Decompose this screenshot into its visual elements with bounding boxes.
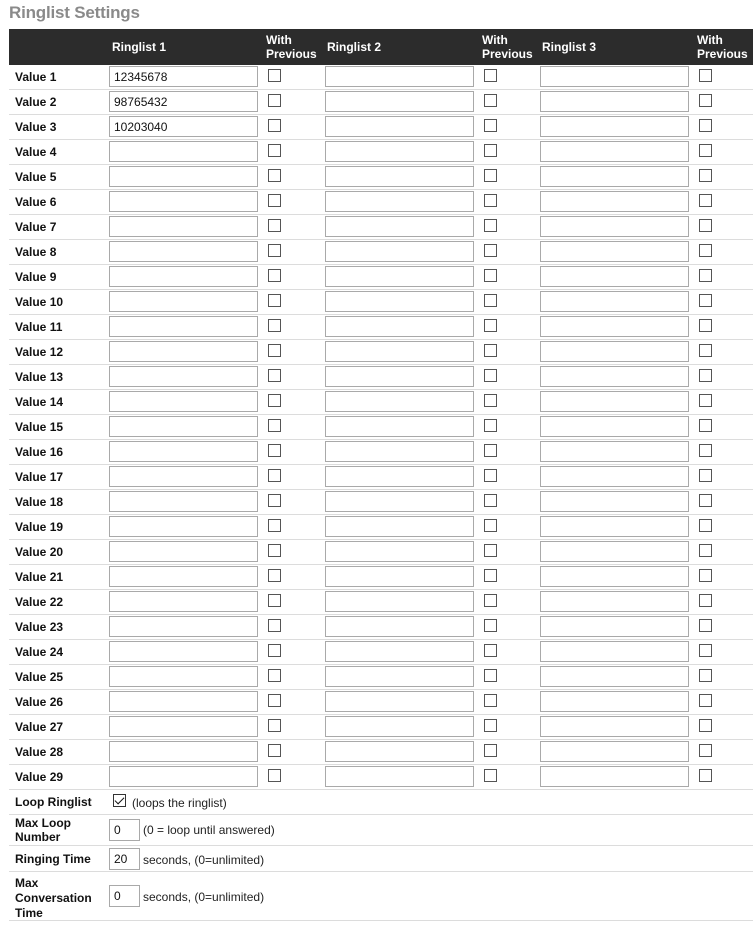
with-previous-2-checkbox[interactable] xyxy=(484,369,497,382)
ringlist-3-input[interactable] xyxy=(540,116,689,137)
with-previous-2-checkbox[interactable] xyxy=(484,619,497,632)
with-previous-2-checkbox[interactable] xyxy=(484,144,497,157)
with-previous-3-checkbox[interactable] xyxy=(699,444,712,457)
with-previous-1-checkbox[interactable] xyxy=(268,544,281,557)
with-previous-3-checkbox[interactable] xyxy=(699,144,712,157)
ringlist-3-input[interactable] xyxy=(540,766,689,787)
with-previous-1-checkbox[interactable] xyxy=(268,94,281,107)
row-label: Value 4 xyxy=(15,145,57,159)
ringlist-3-input[interactable] xyxy=(540,616,689,637)
ringlist-3-input[interactable] xyxy=(540,66,689,87)
row-label: Value 7 xyxy=(15,220,57,234)
max-conversation-label-line3: Time xyxy=(15,906,43,920)
loop-ringlist-row xyxy=(9,790,753,815)
ringlist-2-input[interactable] xyxy=(325,91,474,112)
table-row xyxy=(9,265,753,290)
with-previous-2-checkbox[interactable] xyxy=(484,319,497,332)
table-row xyxy=(9,690,753,715)
table-row xyxy=(9,565,753,590)
with-previous-1-checkbox[interactable] xyxy=(268,319,281,332)
ringlist-3-input[interactable] xyxy=(540,566,689,587)
with-previous-1-checkbox[interactable] xyxy=(268,419,281,432)
row-label: Value 1 xyxy=(15,70,57,84)
max-loop-label-line1: Max Loop xyxy=(15,816,71,830)
ringlist-1-input[interactable] xyxy=(109,516,258,537)
with-previous-1-checkbox[interactable] xyxy=(268,469,281,482)
with-previous-2-checkbox[interactable] xyxy=(484,344,497,357)
ringlist-2-input[interactable] xyxy=(325,616,474,637)
with-previous-3-checkbox[interactable] xyxy=(699,594,712,607)
with-previous-3-checkbox[interactable] xyxy=(699,644,712,657)
ringlist-3-input[interactable] xyxy=(540,141,689,162)
ringlist-2-input[interactable] xyxy=(325,741,474,762)
ringlist-3-input[interactable] xyxy=(540,291,689,312)
row-label: Value 9 xyxy=(15,270,57,284)
ringlist-3-input[interactable] xyxy=(540,366,689,387)
with-previous-2-checkbox[interactable] xyxy=(484,294,497,307)
with-previous-1-checkbox[interactable] xyxy=(268,369,281,382)
loop-ringlist-note: (loops the ringlist) xyxy=(132,796,227,810)
with-previous-2-checkbox[interactable] xyxy=(484,469,497,482)
with-previous-1-checkbox[interactable] xyxy=(268,669,281,682)
with-previous-1-checkbox[interactable] xyxy=(268,494,281,507)
row-label: Value 8 xyxy=(15,245,57,259)
col-ringlist-3: Ringlist 3 xyxy=(542,40,597,54)
row-label: Value 25 xyxy=(15,670,64,684)
with-previous-2-checkbox[interactable] xyxy=(484,194,497,207)
ringing-time-label: Ringing Time xyxy=(15,852,91,866)
row-label: Value 2 xyxy=(15,95,57,109)
row-label: Value 15 xyxy=(15,420,64,434)
row-label: Value 24 xyxy=(15,645,64,659)
with-previous-1-checkbox[interactable] xyxy=(268,269,281,282)
ringlist-2-input[interactable] xyxy=(325,316,474,337)
max-conversation-label-line2: Conversation xyxy=(15,891,92,905)
row-label: Value 27 xyxy=(15,720,64,734)
with-previous-1-checkbox[interactable] xyxy=(268,594,281,607)
ringlist-2-input[interactable] xyxy=(325,141,474,162)
ringlist-1-input[interactable] xyxy=(109,466,258,487)
with-previous-3-checkbox[interactable] xyxy=(699,119,712,132)
table-row xyxy=(9,640,753,665)
ringlist-3-input[interactable] xyxy=(540,466,689,487)
with-previous-1-checkbox[interactable] xyxy=(268,444,281,457)
ringlist-2-input[interactable] xyxy=(325,491,474,512)
loop-ringlist-label: Loop Ringlist xyxy=(15,795,92,809)
ringlist-2-input[interactable] xyxy=(325,541,474,562)
with-previous-2-checkbox[interactable] xyxy=(484,394,497,407)
ringlist-2-input[interactable] xyxy=(325,716,474,737)
table-row xyxy=(9,440,753,465)
ringlist-2-input[interactable] xyxy=(325,241,474,262)
ringlist-2-input[interactable] xyxy=(325,366,474,387)
ringlist-3-input[interactable] xyxy=(540,641,689,662)
ringlist-1-input[interactable] xyxy=(109,316,258,337)
ringlist-2-input[interactable] xyxy=(325,291,474,312)
table-header xyxy=(9,29,753,65)
table-row xyxy=(9,765,753,790)
row-label: Value 5 xyxy=(15,170,57,184)
ringlist-3-input[interactable] xyxy=(540,591,689,612)
with-previous-1-checkbox[interactable] xyxy=(268,619,281,632)
with-previous-1-checkbox[interactable] xyxy=(268,744,281,757)
max-conversation-input[interactable] xyxy=(109,885,140,907)
row-label: Value 26 xyxy=(15,695,64,709)
with-previous-1-checkbox[interactable] xyxy=(268,519,281,532)
with-previous-1-checkbox[interactable] xyxy=(268,569,281,582)
row-label: Value 22 xyxy=(15,595,64,609)
table-row xyxy=(9,540,753,565)
with-previous-2-checkbox[interactable] xyxy=(484,644,497,657)
with-previous-3-checkbox[interactable] xyxy=(699,294,712,307)
ringlist-1-input[interactable] xyxy=(109,266,258,287)
with-previous-2-checkbox[interactable] xyxy=(484,419,497,432)
row-label: Value 6 xyxy=(15,195,57,209)
ringlist-3-input[interactable] xyxy=(540,391,689,412)
ringlist-1-input[interactable] xyxy=(109,341,258,362)
with-previous-1-checkbox[interactable] xyxy=(268,719,281,732)
table-row xyxy=(9,515,753,540)
table-row xyxy=(9,240,753,265)
table-row xyxy=(9,665,753,690)
table-row xyxy=(9,140,753,165)
ringlist-2-input[interactable] xyxy=(325,166,474,187)
table-row xyxy=(9,115,753,140)
ringlist-1-input[interactable] xyxy=(109,491,258,512)
ringlist-1-input[interactable] xyxy=(109,141,258,162)
with-previous-1-checkbox[interactable] xyxy=(268,244,281,257)
with-text: With Previous xyxy=(482,33,533,61)
ringlist-3-input[interactable] xyxy=(540,491,689,512)
with-previous-2-checkbox[interactable] xyxy=(484,569,497,582)
ringlist-1-input[interactable] xyxy=(109,641,258,662)
with-previous-2-checkbox[interactable] xyxy=(484,494,497,507)
ringlist-3-input[interactable] xyxy=(540,316,689,337)
col-ringlist-1: Ringlist 1 xyxy=(112,40,167,54)
max-conversation-note: seconds, (0=unlimited) xyxy=(143,890,265,904)
ringlist-1-input[interactable] xyxy=(109,541,258,562)
with-previous-1-checkbox[interactable] xyxy=(268,219,281,232)
ringlist-2-input[interactable] xyxy=(325,391,474,412)
with-previous-3-checkbox[interactable] xyxy=(699,94,712,107)
ringlist-3-input[interactable] xyxy=(540,516,689,537)
with-previous-3-checkbox[interactable] xyxy=(699,169,712,182)
table-row xyxy=(9,190,753,215)
ringing-time-row xyxy=(9,846,753,872)
with-previous-3-checkbox[interactable] xyxy=(699,569,712,582)
loop-ringlist-checkbox[interactable] xyxy=(113,794,126,807)
with-previous-1-checkbox[interactable] xyxy=(268,694,281,707)
with-previous-3-checkbox[interactable] xyxy=(699,319,712,332)
with-previous-3-checkbox[interactable] xyxy=(699,494,712,507)
ringlist-2-input[interactable] xyxy=(325,641,474,662)
ringlist-2-input[interactable] xyxy=(325,466,474,487)
ringlist-2-input[interactable] xyxy=(325,666,474,687)
ringlist-2-input[interactable] xyxy=(325,591,474,612)
ringlist-3-input[interactable] xyxy=(540,166,689,187)
ringlist-1-input[interactable] xyxy=(109,366,258,387)
ringlist-2-input[interactable] xyxy=(325,766,474,787)
ringlist-2-input[interactable] xyxy=(325,116,474,137)
with-previous-3-checkbox[interactable] xyxy=(699,269,712,282)
row-label: Value 14 xyxy=(15,395,64,409)
ringlist-3-input[interactable] xyxy=(540,741,689,762)
ringlist-3-input[interactable] xyxy=(540,191,689,212)
with-previous-1-checkbox[interactable] xyxy=(268,394,281,407)
ringlist-2-input[interactable] xyxy=(325,566,474,587)
ringlist-2-input[interactable] xyxy=(325,66,474,87)
with-previous-1-checkbox[interactable] xyxy=(268,194,281,207)
row-label: Value 21 xyxy=(15,570,64,584)
with-previous-3-checkbox[interactable] xyxy=(699,519,712,532)
with-previous-3-checkbox[interactable] xyxy=(699,619,712,632)
with-previous-2-checkbox[interactable] xyxy=(484,669,497,682)
with-previous-2-checkbox[interactable] xyxy=(484,219,497,232)
ringlist-2-input[interactable] xyxy=(325,191,474,212)
with-previous-2-checkbox[interactable] xyxy=(484,444,497,457)
with-previous-3-checkbox[interactable] xyxy=(699,469,712,482)
row-label: Value 20 xyxy=(15,545,64,559)
row-label: Value 17 xyxy=(15,470,64,484)
with-previous-1-checkbox[interactable] xyxy=(268,769,281,782)
with-previous-3-checkbox[interactable] xyxy=(699,719,712,732)
with-text: With Previous xyxy=(697,33,748,61)
with-previous-3-checkbox[interactable] xyxy=(699,69,712,82)
max-loop-row xyxy=(9,815,753,846)
ringlist-1-input[interactable] xyxy=(109,691,258,712)
ringlist-3-input[interactable] xyxy=(540,341,689,362)
max-loop-label xyxy=(15,816,71,844)
with-previous-2-checkbox[interactable] xyxy=(484,119,497,132)
with-previous-3-checkbox[interactable] xyxy=(699,694,712,707)
with-previous-2-checkbox[interactable] xyxy=(484,94,497,107)
max-conversation-label xyxy=(15,876,92,921)
with-previous-2-checkbox[interactable] xyxy=(484,544,497,557)
ringlist-1-input[interactable] xyxy=(109,666,258,687)
ringlist-1-input[interactable] xyxy=(109,741,258,762)
ringing-time-input[interactable] xyxy=(109,848,140,870)
ringlist-1-input[interactable] xyxy=(109,116,258,137)
table-row xyxy=(9,90,753,115)
with-previous-1-checkbox[interactable] xyxy=(268,169,281,182)
table-row xyxy=(9,315,753,340)
table-row xyxy=(9,215,753,240)
ringlist-1-input[interactable] xyxy=(109,416,258,437)
table-row xyxy=(9,715,753,740)
row-label: Value 11 xyxy=(15,320,63,334)
with-previous-2-checkbox[interactable] xyxy=(484,69,497,82)
table-row xyxy=(9,740,753,765)
page-title: Ringlist Settings xyxy=(9,3,140,22)
with-previous-3-checkbox[interactable] xyxy=(699,344,712,357)
ringlist-3-input[interactable] xyxy=(540,666,689,687)
ringlist-1-input[interactable] xyxy=(109,216,258,237)
with-previous-3-checkbox[interactable] xyxy=(699,744,712,757)
with-previous-1-checkbox[interactable] xyxy=(268,344,281,357)
ringlist-1-input[interactable] xyxy=(109,616,258,637)
row-label: Value 3 xyxy=(15,120,57,134)
ringlist-3-input[interactable] xyxy=(540,266,689,287)
with-previous-2-checkbox[interactable] xyxy=(484,769,497,782)
ringlist-2-input[interactable] xyxy=(325,266,474,287)
ringlist-1-input[interactable] xyxy=(109,391,258,412)
ringlist-1-input[interactable] xyxy=(109,66,258,87)
max-conversation-row xyxy=(9,872,753,921)
with-previous-3-checkbox[interactable] xyxy=(699,769,712,782)
ringlist-1-input[interactable] xyxy=(109,166,258,187)
with-previous-1-checkbox[interactable] xyxy=(268,144,281,157)
col-ringlist-2: Ringlist 2 xyxy=(327,40,382,54)
table-row xyxy=(9,65,753,90)
ringlist-3-input[interactable] xyxy=(540,91,689,112)
ringlist-1-input[interactable] xyxy=(109,191,258,212)
max-loop-label-line2: Number xyxy=(15,830,61,844)
with-previous-3-checkbox[interactable] xyxy=(699,669,712,682)
table-row xyxy=(9,290,753,315)
with-previous-3-checkbox[interactable] xyxy=(699,219,712,232)
ringlist-1-input[interactable] xyxy=(109,441,258,462)
ringlist-2-input[interactable] xyxy=(325,516,474,537)
with-previous-2-checkbox[interactable] xyxy=(484,694,497,707)
with-previous-1-checkbox[interactable] xyxy=(268,644,281,657)
ringlist-1-input[interactable] xyxy=(109,91,258,112)
ringlist-1-input[interactable] xyxy=(109,241,258,262)
with-previous-3-checkbox[interactable] xyxy=(699,244,712,257)
table-row xyxy=(9,415,753,440)
with-previous-2-checkbox[interactable] xyxy=(484,719,497,732)
row-label: Value 28 xyxy=(15,745,64,759)
ringlist-2-input[interactable] xyxy=(325,341,474,362)
with-previous-3-checkbox[interactable] xyxy=(699,194,712,207)
row-label: Value 12 xyxy=(15,345,64,359)
ringlist-3-input[interactable] xyxy=(540,241,689,262)
col-with-previous-3 xyxy=(697,33,748,61)
ringlist-3-input[interactable] xyxy=(540,216,689,237)
row-label: Value 19 xyxy=(15,520,64,534)
row-label: Value 10 xyxy=(15,295,64,309)
with-previous-2-checkbox[interactable] xyxy=(484,169,497,182)
with-previous-3-checkbox[interactable] xyxy=(699,419,712,432)
max-loop-note: (0 = loop until answered) xyxy=(143,823,275,837)
with-previous-3-checkbox[interactable] xyxy=(699,369,712,382)
with-previous-2-checkbox[interactable] xyxy=(484,244,497,257)
ringlist-1-input[interactable] xyxy=(109,716,258,737)
ringlist-2-input[interactable] xyxy=(325,691,474,712)
with-previous-1-checkbox[interactable] xyxy=(268,294,281,307)
table-row xyxy=(9,465,753,490)
table-row xyxy=(9,390,753,415)
table-row xyxy=(9,165,753,190)
ringlist-2-input[interactable] xyxy=(325,441,474,462)
with-previous-2-checkbox[interactable] xyxy=(484,594,497,607)
ringlist-3-input[interactable] xyxy=(540,441,689,462)
row-label: Value 13 xyxy=(15,370,64,384)
ringlist-2-input[interactable] xyxy=(325,216,474,237)
table-row xyxy=(9,340,753,365)
max-loop-input[interactable] xyxy=(109,819,140,841)
col-with-previous-2 xyxy=(482,33,533,61)
with-previous-2-checkbox[interactable] xyxy=(484,744,497,757)
with-previous-1-checkbox[interactable] xyxy=(268,69,281,82)
ringlist-3-input[interactable] xyxy=(540,691,689,712)
with-text: With Previous xyxy=(266,33,317,61)
row-label: Value 23 xyxy=(15,620,64,634)
ringlist-1-input[interactable] xyxy=(109,291,258,312)
table-row xyxy=(9,590,753,615)
row-label: Value 16 xyxy=(15,445,64,459)
ringlist-rows xyxy=(9,65,753,790)
ringlist-3-input[interactable] xyxy=(540,541,689,562)
row-label: Value 18 xyxy=(15,495,64,509)
ringlist-3-input[interactable] xyxy=(540,416,689,437)
with-previous-3-checkbox[interactable] xyxy=(699,394,712,407)
ringing-time-note: seconds, (0=unlimited) xyxy=(143,853,265,867)
with-previous-1-checkbox[interactable] xyxy=(268,119,281,132)
row-label: Value 29 xyxy=(15,770,64,784)
table-row xyxy=(9,490,753,515)
with-previous-2-checkbox[interactable] xyxy=(484,519,497,532)
col-with-previous-1 xyxy=(266,33,317,61)
with-previous-2-checkbox[interactable] xyxy=(484,269,497,282)
table-row xyxy=(9,615,753,640)
ringlist-1-input[interactable] xyxy=(109,766,258,787)
ringlist-3-input[interactable] xyxy=(540,716,689,737)
table-row xyxy=(9,365,753,390)
ringlist-1-input[interactable] xyxy=(109,566,258,587)
with-previous-3-checkbox[interactable] xyxy=(699,544,712,557)
ringlist-2-input[interactable] xyxy=(325,416,474,437)
max-conversation-label-line1: Max xyxy=(15,876,39,890)
ringlist-1-input[interactable] xyxy=(109,591,258,612)
